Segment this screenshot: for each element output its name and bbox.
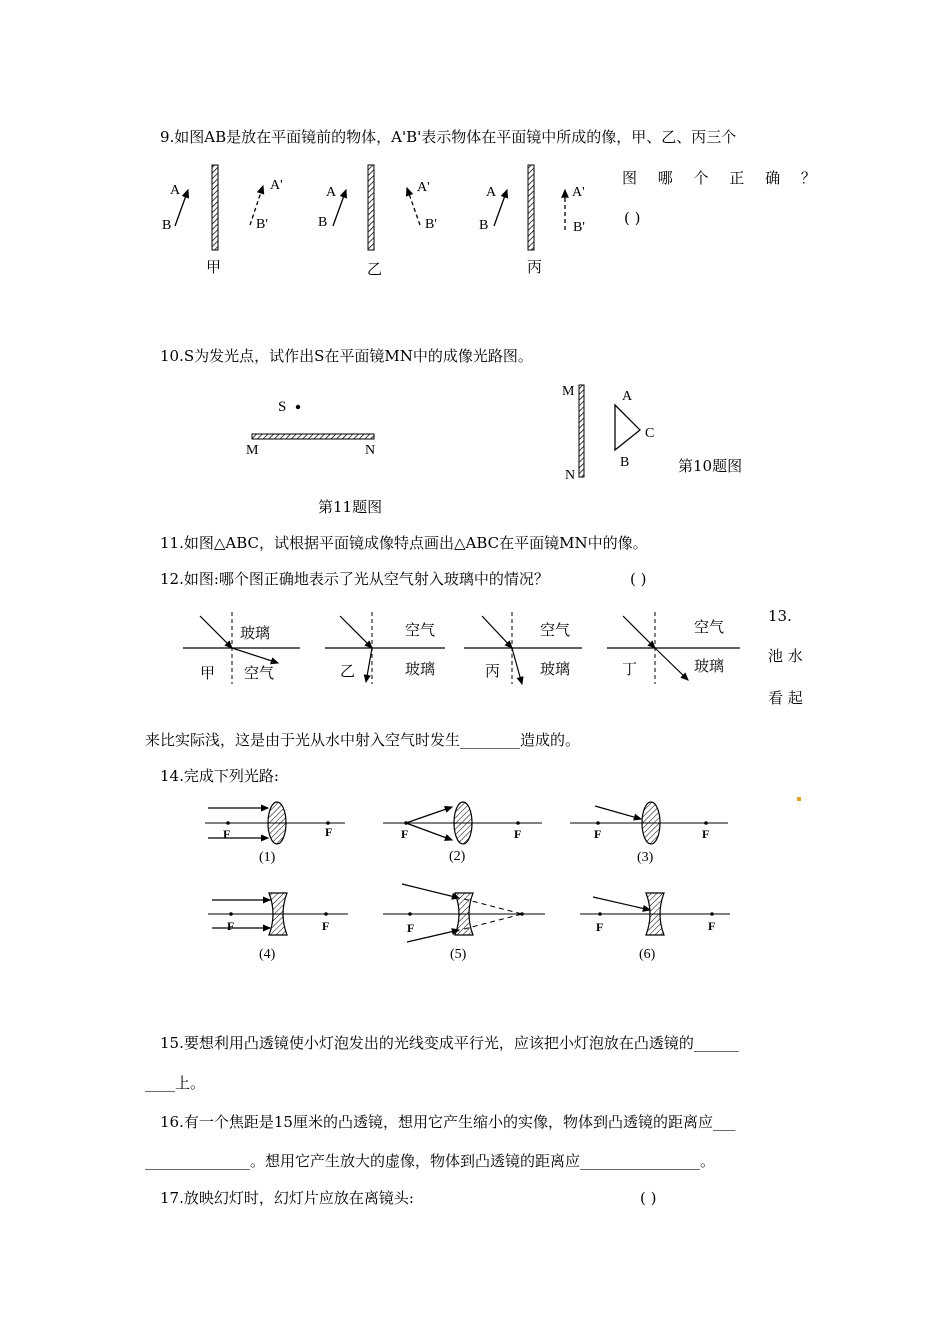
q14-caption-2: (2) bbox=[449, 849, 466, 864]
q12-bing-bottom: 玻璃 bbox=[540, 660, 571, 678]
q12-bing-top: 空气 bbox=[540, 621, 571, 639]
q9-text-cont: 图 哪 个 正 确 ？ bbox=[622, 169, 824, 187]
q14-f5-left: F bbox=[407, 921, 415, 935]
q14-caption-1: (1) bbox=[259, 850, 276, 865]
q10-label-C: C bbox=[645, 426, 655, 441]
q10-label-N: N bbox=[565, 468, 576, 483]
q15-text-1: 15.要想利用凸透镜使小灯泡发出的光线变成平行光，应该把小灯泡放在凸透镜的______ bbox=[160, 1034, 739, 1052]
q12-yi-top: 空气 bbox=[405, 621, 436, 639]
q9-fig-label-jia: 甲 bbox=[206, 258, 222, 276]
q13-text-2: 池 水 bbox=[768, 647, 803, 665]
q11-text: 11.如图△ABC，试根据平面镜成像特点画出△ABC在平面镜MN中的像。 bbox=[160, 534, 648, 552]
q14-f1-left: F bbox=[223, 827, 231, 841]
q12-text: 12.如图:哪个图正确地表示了光从空气射入玻璃中的情况？ bbox=[160, 570, 549, 588]
q14-f4-right: F bbox=[322, 919, 330, 933]
q9-yi-A2: A' bbox=[417, 180, 430, 195]
q14-caption-6: (6) bbox=[639, 947, 656, 962]
q9-jia-B2: B' bbox=[256, 217, 268, 232]
q9-fig-label-bing: 丙 bbox=[527, 258, 543, 276]
q10-text: 10.S为发光点，试作出S在平面镜MN中的成像光路图。 bbox=[160, 347, 533, 365]
q9-jia-A: A bbox=[170, 183, 181, 198]
q9-answer-paren: ( ) bbox=[624, 209, 641, 227]
q12-jia-name: 甲 bbox=[200, 664, 216, 682]
q9-bing-A: A bbox=[486, 185, 497, 200]
q12-jia-top: 玻璃 bbox=[240, 624, 271, 642]
q12-jia-bottom: 空气 bbox=[244, 664, 275, 682]
q13-text-4: 来比实际浅，这是由于光从水中射入空气时发生________造成的。 bbox=[145, 731, 581, 749]
q9-yi-A: A bbox=[326, 185, 337, 200]
q9-bing-B: B bbox=[479, 218, 489, 233]
q12-answer-paren: ( ) bbox=[630, 570, 647, 588]
q9-bing-B2: B' bbox=[573, 220, 585, 235]
q12-yi-bottom: 玻璃 bbox=[405, 660, 436, 678]
q9-text: 9.如图AB是放在平面镜前的物体，A'B'表示物体在平面镜中所成的像，甲、乙、丙三个 bbox=[160, 128, 737, 146]
q15-text-2: ____上。 bbox=[145, 1074, 206, 1092]
q12-ding-bottom: 玻璃 bbox=[694, 657, 725, 675]
q14-text: 14.完成下列光路: bbox=[160, 767, 279, 785]
q11-label-M: M bbox=[246, 443, 259, 458]
q14-f6-left: F bbox=[596, 920, 604, 934]
q14-caption-4: (4) bbox=[259, 947, 276, 962]
q14-f2-left: F bbox=[401, 827, 409, 841]
q13-text-3: 看 起 bbox=[768, 689, 803, 707]
q16-text-1: 16.有一个焦距是15厘米的凸透镜，想用它产生缩小的实像，物体到凸透镜的距离应___ bbox=[160, 1113, 736, 1131]
q10-fig-caption: 第10题图 bbox=[678, 457, 743, 475]
q9-bing-A2: A' bbox=[572, 185, 585, 200]
q11-fig-caption: 第11题图 bbox=[318, 498, 383, 516]
q10-label-M: M bbox=[562, 384, 575, 399]
q9-yi-B2: B' bbox=[425, 217, 437, 232]
q12-ding-top: 空气 bbox=[694, 618, 725, 636]
q9-jia-A2: A' bbox=[270, 178, 283, 193]
q12-ding-name: 丁 bbox=[622, 660, 638, 678]
q16-text-2: ______________。想用它产生放大的虚像，物体到凸透镜的距离应________________。 bbox=[145, 1152, 716, 1170]
q14-caption-5: (5) bbox=[450, 947, 467, 962]
q14-caption-3: (3) bbox=[637, 850, 654, 865]
q13-text-1: 13. bbox=[768, 607, 792, 625]
q14-f3-right: F bbox=[702, 827, 710, 841]
q9-yi-B: B bbox=[318, 215, 328, 230]
q10-label-B: B bbox=[620, 455, 630, 470]
q12-yi-name: 乙 bbox=[340, 662, 356, 680]
q9-fig-label-yi: 乙 bbox=[367, 260, 383, 278]
q14-f2-right: F bbox=[514, 827, 522, 841]
q14-f4-left: F bbox=[227, 919, 235, 933]
q17-answer-paren: ( ) bbox=[640, 1189, 657, 1207]
q12-bing-name: 丙 bbox=[485, 662, 501, 680]
q9-jia-B: B bbox=[162, 218, 172, 233]
q14-f3-left: F bbox=[594, 827, 602, 841]
q11-point-S: S bbox=[278, 399, 287, 415]
q17-text: 17.放映幻灯时，幻灯片应放在离镜头: bbox=[160, 1189, 414, 1207]
q11-label-N: N bbox=[365, 443, 376, 458]
q10-label-A: A bbox=[622, 389, 633, 404]
q14-f1-right: F bbox=[325, 825, 333, 839]
q14-f6-right: F bbox=[708, 919, 716, 933]
